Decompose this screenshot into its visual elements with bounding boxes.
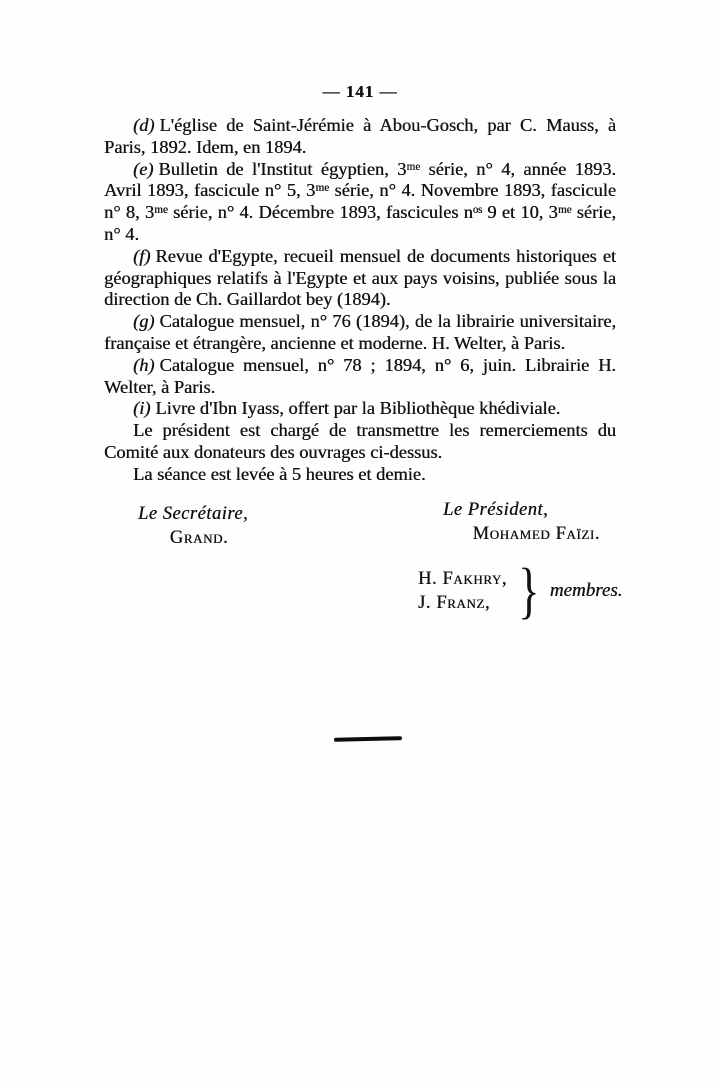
- paragraph-g-label: (g): [133, 311, 155, 332]
- paragraph-seance-levee-text: La séance est levée à 5 heures et demie.: [133, 463, 426, 484]
- paragraph-seance-levee: [104, 464, 616, 486]
- president-signature: [443, 498, 600, 546]
- paragraph-g-text: Catalogue mensuel, n° 76 (1894), de la librairie universitaire, française et étrangère, ancienne et moderne. H. Welter, à Paris.: [104, 311, 616, 353]
- paragraph-d: [104, 115, 616, 159]
- paragraph-president-thanks: [104, 420, 616, 464]
- paragraph-e-label: (e): [133, 158, 154, 179]
- paragraph-f-label: (f): [133, 245, 151, 266]
- paragraph-e-text: Bulletin de l'Institut égyptien, 3ᵐᵉ série, n° 4, année 1893. Avril 1893, fascicule n° 5, 3ᵐᵉ série, n° 4. Novembre 1893, fascicule n° 8, 3ᵐᵉ série, n° 4. Décembre 1893, fascicules nᵒˢ 9 et 10, 3ᵐᵉ série, n° 4.: [104, 158, 616, 244]
- paragraph-h-label: (h): [133, 354, 155, 375]
- member-names: [418, 567, 514, 616]
- president-title: Le Président,: [443, 500, 549, 520]
- paragraph-h: [104, 355, 616, 399]
- page-number: — 141 —: [322, 82, 398, 101]
- secretary-name: Grand.: [169, 528, 229, 548]
- end-rule: [334, 736, 402, 741]
- paragraph-i: [104, 398, 616, 420]
- paragraph-f: [104, 246, 616, 311]
- paragraph-g: [104, 311, 616, 355]
- paragraph-e: [104, 159, 616, 246]
- paragraph-president-thanks-text: Le président est chargé de transmettre les remerciements du Comité aux donateurs des ouvrages ci-dessus.: [104, 420, 616, 462]
- secretary-title: Le Secrétaire,: [138, 504, 249, 524]
- member-name-franz: J. Franz,: [418, 593, 491, 613]
- secretary-signature: [138, 502, 260, 550]
- members-signature: [418, 557, 623, 625]
- paragraph-d-label: (d): [133, 115, 155, 135]
- paragraph-f-text: Revue d'Egypte, recueil mensuel de documents historiques et géographiques relatifs à l'Egypte et aux pays voisins, publiée sous la direction de Ch. Gaillardot bey (1894).: [104, 245, 616, 310]
- members-role: membres.: [549, 580, 623, 601]
- paragraph-d-text: L'église de Saint-Jérémie à Abou-Gosch, par C. Mauss, à Paris, 1892. Idem, en 1894.: [104, 115, 616, 157]
- paragraph-i-label: (i): [133, 398, 151, 419]
- paragraph-h-text: Catalogue mensuel, n° 78 ; 1894, n° 6, juin. Librairie H. Welter, à Paris.: [104, 354, 616, 397]
- member-name-fakhry: H. Fakhry,: [418, 568, 508, 589]
- paragraph-i-text: Livre d'Ibn Iyass, offert par la Bibliothèque khédiviale.: [155, 398, 561, 419]
- document-body: [104, 115, 616, 486]
- president-name: Mohamed Faïzi.: [472, 524, 600, 544]
- members-brace: }: [518, 557, 540, 625]
